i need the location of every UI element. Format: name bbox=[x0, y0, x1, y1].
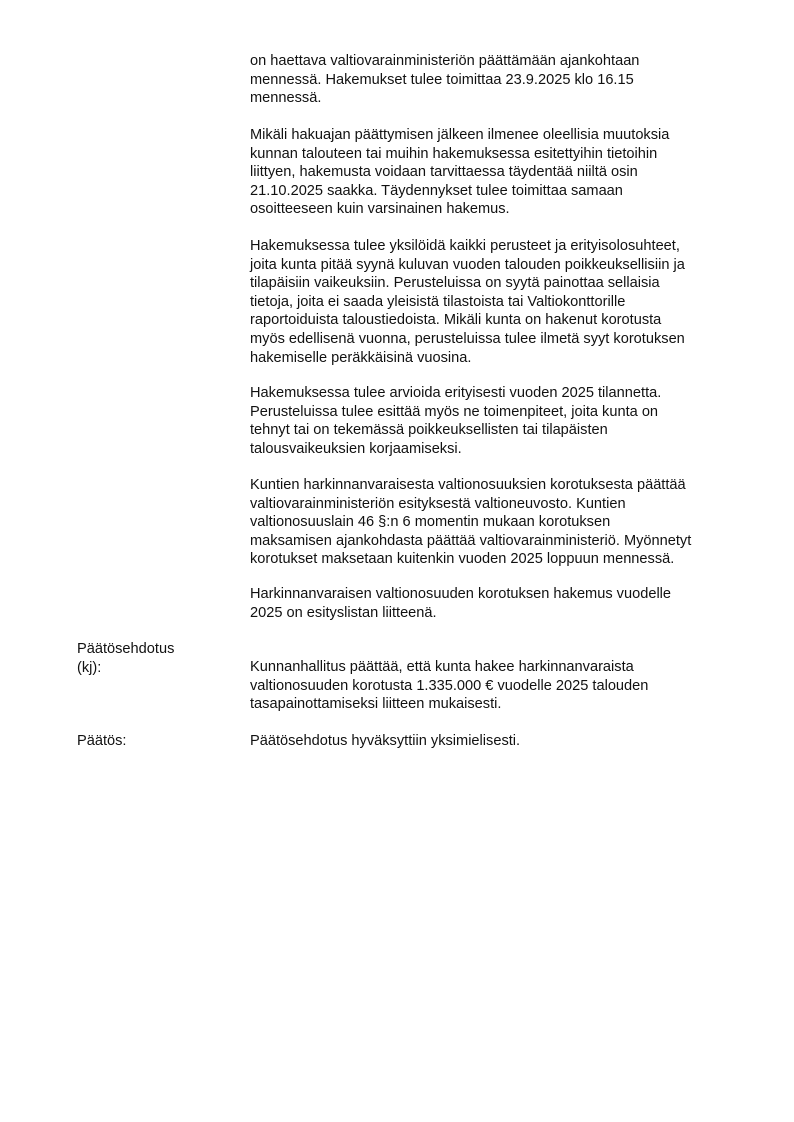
text-line: Hakemuksessa tulee yksilöidä kaikki perusteet ja erityisolosuhteet, bbox=[250, 238, 680, 254]
paragraph-government-decision bbox=[250, 476, 730, 569]
text-line: hakemiselle peräkkäisinä vuosina. bbox=[250, 349, 472, 366]
text-line: valtionosuuden korotusta 1.335.000 € vuodelle 2025 talouden bbox=[250, 677, 649, 694]
text-line: tietoja, joita ei saada yleisistä tilastoista tai Valtiokonttorille bbox=[250, 293, 626, 310]
text-line: on haettava valtiovarainministeriön päättämään ajankohtaan bbox=[250, 53, 640, 69]
proposal-text bbox=[250, 658, 730, 714]
text-line: talousvaikeuksien korjaamiseksi. bbox=[250, 440, 462, 457]
paragraph-justifications bbox=[250, 237, 730, 367]
text-line: mennessä. bbox=[250, 90, 322, 107]
text-line: 2025 on esityslistan liitteenä. bbox=[250, 604, 437, 621]
proposal-label-line: Päätösehdotus bbox=[77, 641, 175, 657]
text-line: Harkinnanvaraisen valtionosuuden korotuksen hakemus vuodelle bbox=[250, 586, 672, 602]
paragraph-assessment bbox=[250, 384, 730, 458]
paragraph-supplement bbox=[250, 126, 730, 219]
text-line: Päätösehdotus hyväksyttiin yksimielisesti. bbox=[250, 733, 521, 749]
paragraph-text bbox=[250, 384, 730, 458]
text-line: tehnyt tai on tekemässä poikkeuksellisten tai tilapäisten bbox=[250, 422, 608, 439]
text-line: maksamisen ajankohdasta päättää valtiovarainministeriö. Myönnetyt bbox=[250, 532, 692, 549]
paragraph-text bbox=[250, 126, 730, 219]
text-line: joita kunta pitää syynä kuluvan vuoden talouden poikkeuksellisiin ja bbox=[250, 256, 685, 273]
text-line: raportoiduista taloustiedoista. Mikäli kunta on hakenut korotusta bbox=[250, 312, 662, 329]
decision-label bbox=[77, 732, 127, 751]
text-line: tasapainottamiseksi liitteen mukaisesti. bbox=[250, 696, 502, 713]
paragraph-text bbox=[250, 585, 730, 622]
text-line: Kunnanhallitus päättää, että kunta hakee harkinnanvaraista bbox=[250, 659, 634, 675]
text-line: valtiovarainministeriön esityksestä valtioneuvosto. Kuntien bbox=[250, 495, 626, 512]
text-line: valtionosuuslain 46 §:n 6 momentin mukaan korotuksen bbox=[250, 514, 611, 531]
text-line: osoitteeseen kuin varsinainen hakemus. bbox=[250, 201, 510, 218]
paragraph-deadline bbox=[250, 52, 730, 108]
text-line: tilapäisiin vaikeuksiin. Perusteluissa on syytä painottaa sellaisia bbox=[250, 275, 660, 292]
text-line: myös edellisenä vuonna, perusteluissa tulee ilmetä syyt korotuksen bbox=[250, 330, 685, 347]
text-line: mennessä. Hakemukset tulee toimittaa 23.9.2025 klo 16.15 bbox=[250, 71, 634, 88]
paragraph-text bbox=[250, 732, 730, 751]
paragraph-text bbox=[250, 658, 730, 714]
text-line: Mikäli hakuajan päättymisen jälkeen ilmenee oleellisia muutoksia bbox=[250, 127, 670, 143]
decision-label-text: Päätös: bbox=[77, 733, 127, 749]
text-line: liittyen, hakemusta voidaan tarvittaessa täydentää niiltä osin bbox=[250, 164, 638, 181]
text-line: Perusteluissa tulee esittää myös ne toimenpiteet, joita kunta on bbox=[250, 403, 659, 420]
text-line: Hakemuksessa tulee arvioida erityisesti vuoden 2025 tilannetta. bbox=[250, 385, 662, 401]
decision-text bbox=[250, 732, 730, 751]
text-line: kunnan talouteen tai muihin hakemuksessa esitettyihin tietoihin bbox=[250, 145, 658, 162]
text-line: 21.10.2025 saakka. Täydennykset tulee toimittaa samaan bbox=[250, 182, 623, 199]
paragraph-text bbox=[250, 237, 730, 367]
text-line: korotukset maksetaan kuitenkin vuoden 2025 loppuun mennessä. bbox=[250, 551, 675, 568]
paragraph-text bbox=[250, 476, 730, 569]
text-line: Kuntien harkinnanvaraisesta valtionosuuksien korotuksesta päättää bbox=[250, 477, 686, 493]
proposal-label-line: (kj): bbox=[77, 659, 102, 676]
paragraph-text bbox=[250, 52, 730, 108]
proposal-label bbox=[77, 640, 174, 677]
paragraph-attachment bbox=[250, 585, 730, 622]
